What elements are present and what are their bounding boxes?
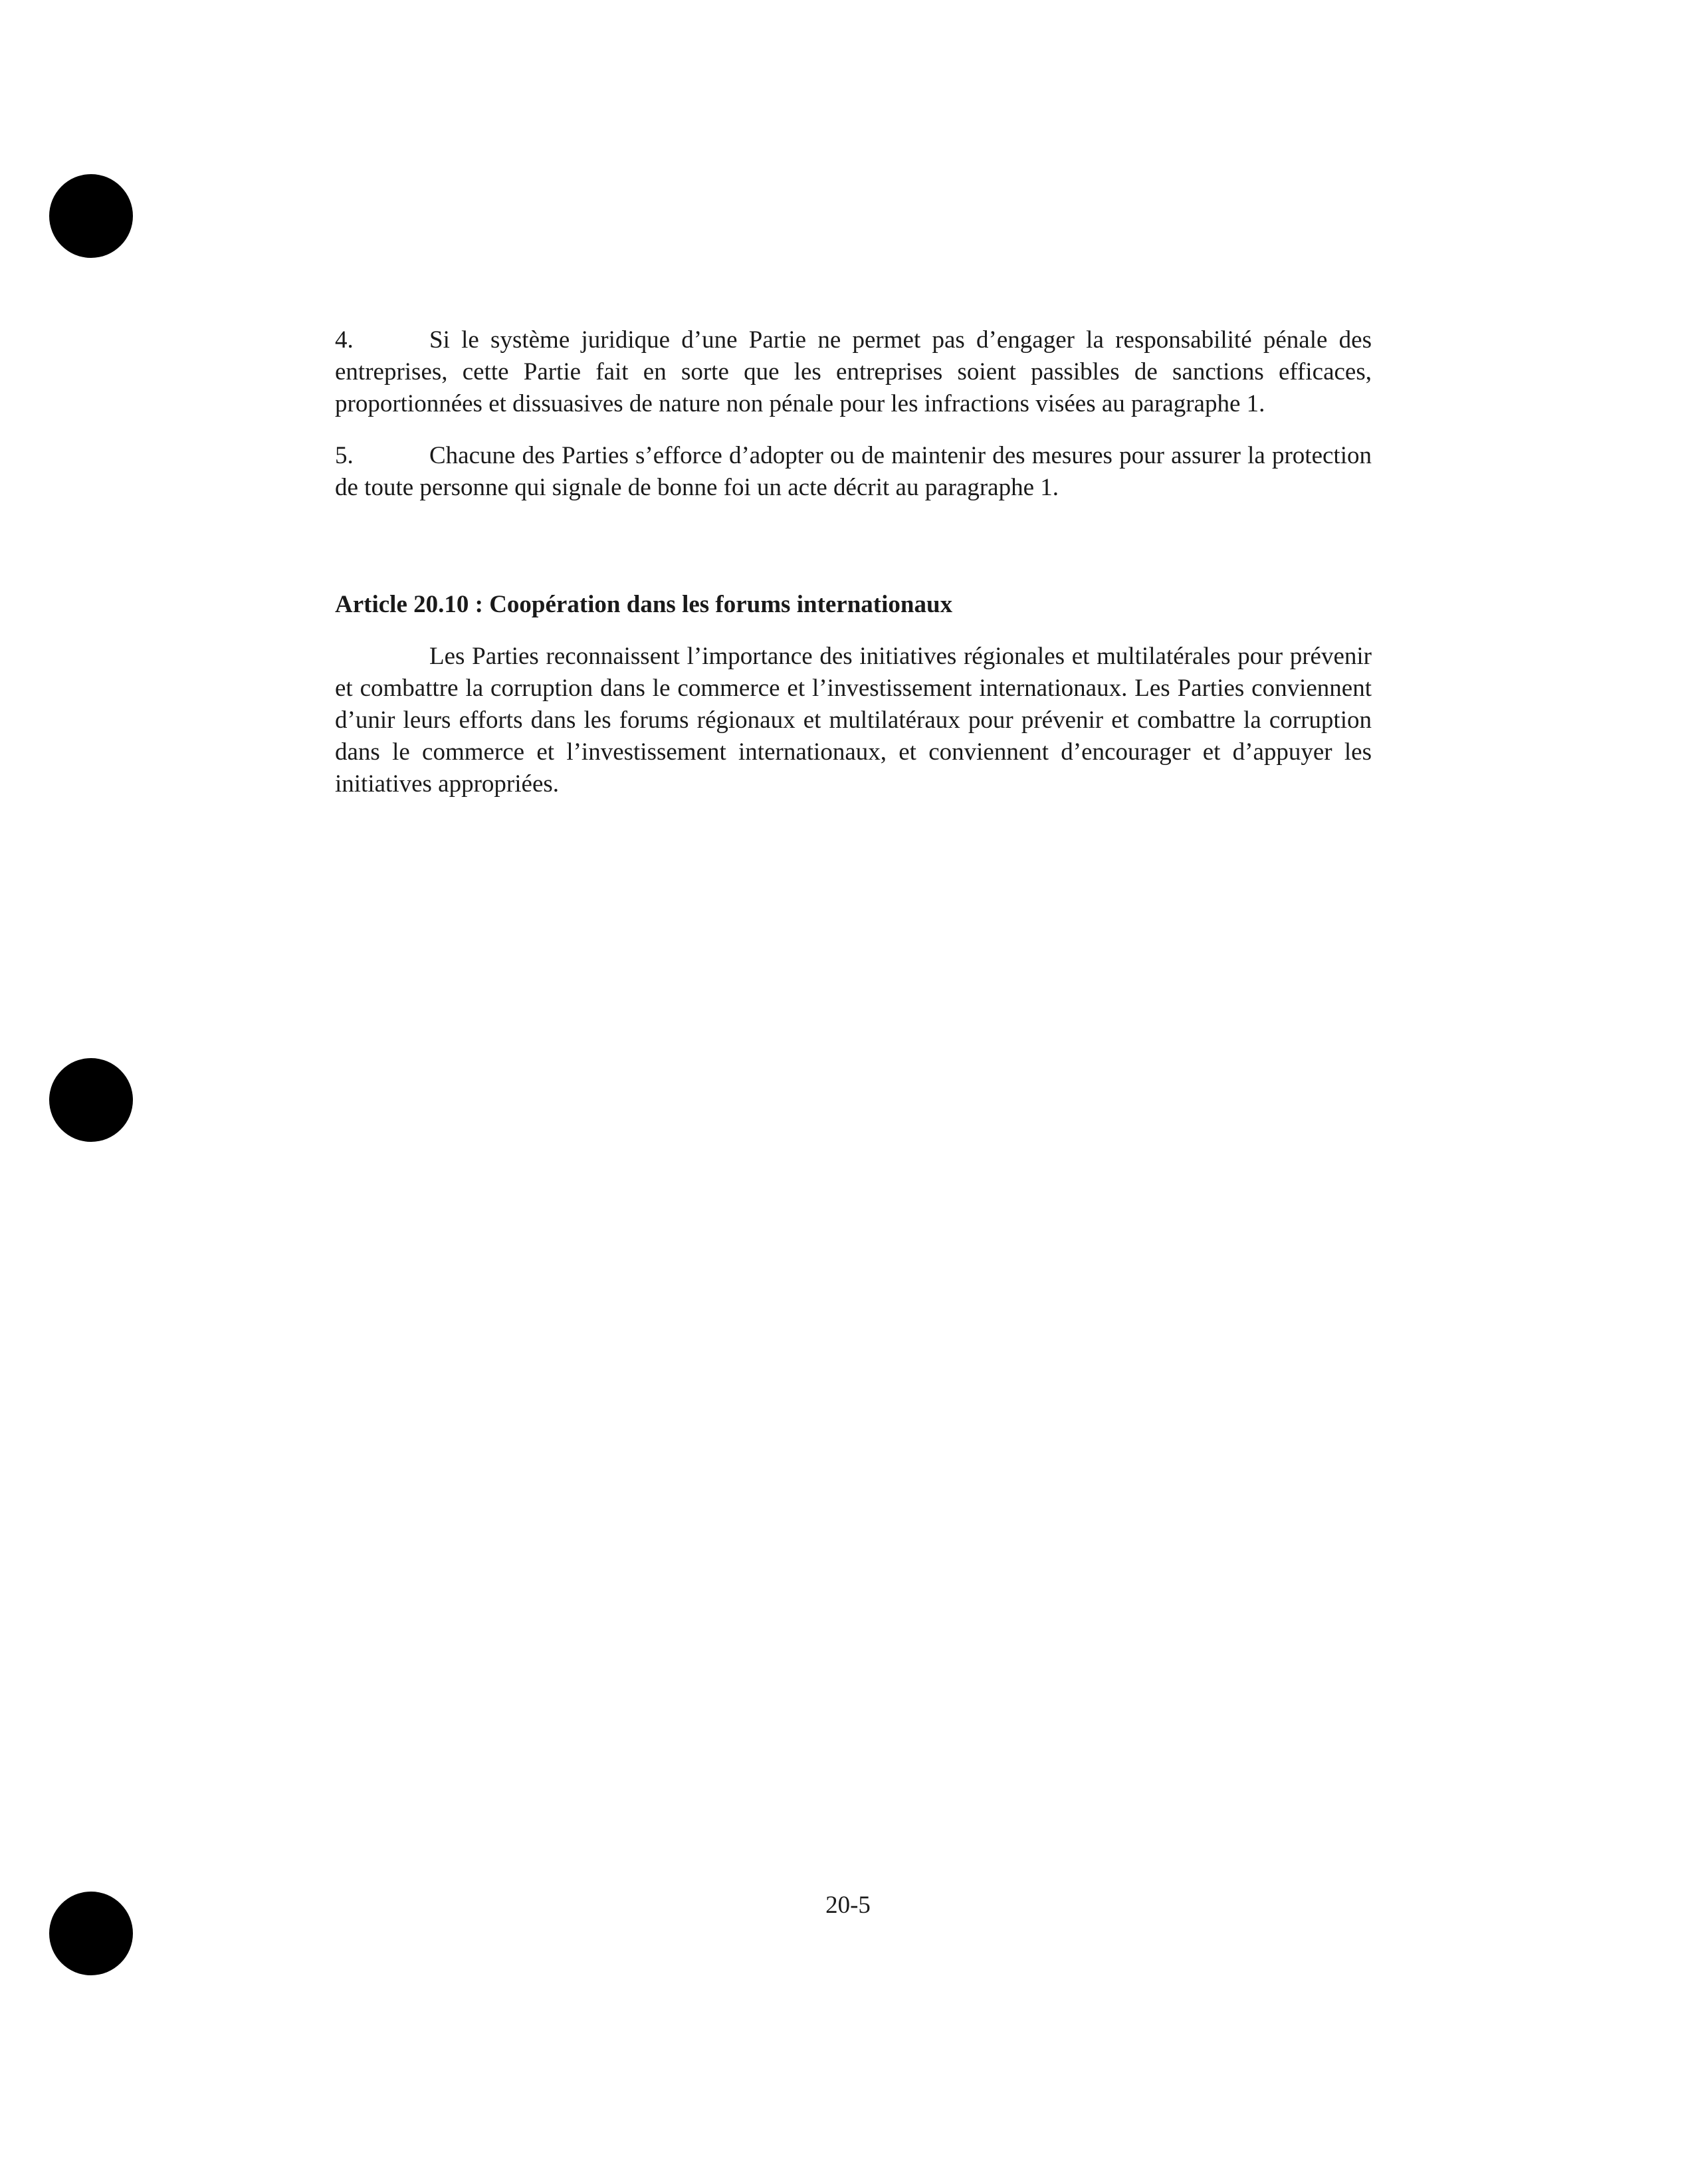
paragraph-4	[335, 324, 1372, 420]
page-number: 20-5	[825, 1892, 871, 1919]
paragraph-4-number: 4.	[335, 326, 354, 354]
paragraph-4-text: Si le système juridique d’une Partie ne permet pas d’engager la responsabilité pénale des entreprises, cette Partie fait en sorte que les entreprises soient passibles de sanctions efficaces, proportionnées et dissuasives de nature non pénale pour les infractions visées au paragraphe 1.	[335, 326, 1372, 417]
article-paragraph: Les Parties reconnaissent l’importance des initiatives régionales et multilatérales pour prévenir et combattre la corruption dans le commerce et l’investissement internationaux. Les Parties conviennent d’unir leurs efforts dans les forums régionaux et multilatéraux pour prévenir et combattre la corruption dans le commerce et l’investissement internationaux, et conviennent d’encourager et d’appuyer les initiatives appropriées.	[335, 643, 1372, 798]
binder-hole-middle	[49, 1058, 133, 1142]
document-body	[335, 324, 1372, 800]
paragraph-5	[335, 440, 1372, 504]
paragraph-5-text: Chacune des Parties s’efforce d’adopter ou de maintenir des mesures pour assurer la protection de toute personne qui signale de bonne foi un acte décrit au paragraphe 1.	[335, 442, 1372, 501]
paragraph-5-number: 5.	[335, 442, 354, 469]
binder-hole-top	[49, 174, 133, 258]
article-heading: Article 20.10 : Coopération dans les forums internationaux	[335, 591, 953, 618]
